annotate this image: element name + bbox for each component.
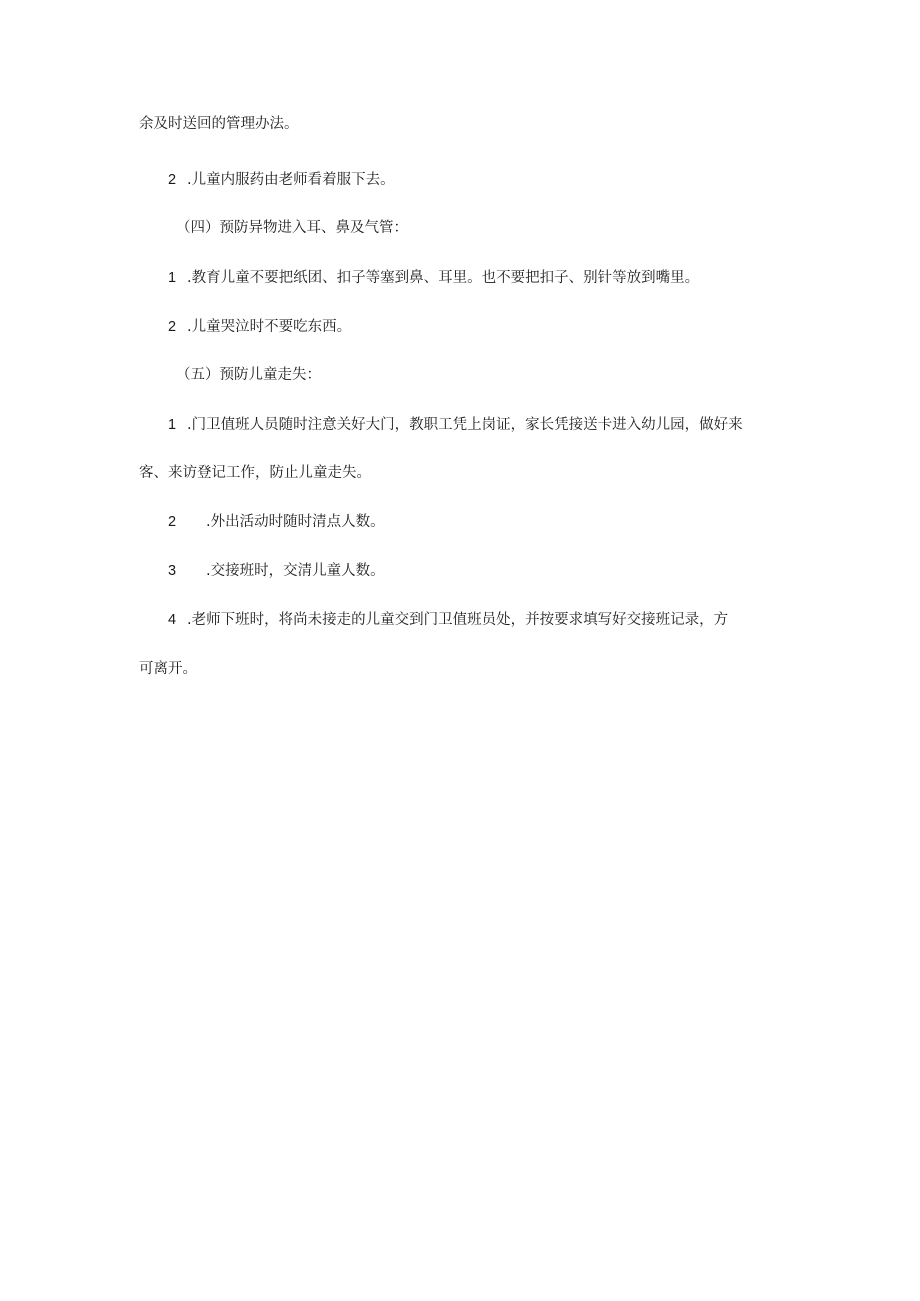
text-line: 余及时送回的管理办法。 bbox=[139, 116, 299, 132]
text-line: .门卫值班人员随时注意关好大门，教职工凭上岗证，家长凭接送卡进入幼儿园，做好来 bbox=[187, 417, 743, 433]
text-line: .老师下班时，将尚未接走的儿童交到门卫值班员处，并按要求填写好交接班记录，方 bbox=[187, 612, 729, 628]
list-number: 2 bbox=[168, 172, 177, 188]
list-number: 1 bbox=[168, 417, 177, 433]
text-line: .儿童哭泣时不要吃东西。 bbox=[187, 319, 352, 335]
text-line: .外出活动时随时清点人数。 bbox=[206, 514, 385, 530]
section-heading: （五）预防儿童走失： bbox=[176, 367, 321, 383]
text-line: .教育儿童不要把纸团、扣子等塞到鼻、耳里。也不要把扣子、别针等放到嘴里。 bbox=[187, 270, 700, 286]
list-number: 4 bbox=[168, 612, 177, 628]
list-number: 2 bbox=[168, 319, 177, 335]
text-line: .交接班时，交清儿童人数。 bbox=[206, 563, 385, 579]
list-number: 1 bbox=[168, 270, 177, 286]
text-line: 可离开。 bbox=[139, 661, 197, 677]
list-number: 2 bbox=[168, 514, 177, 530]
text-line: 客、来访登记工作，防止儿童走失。 bbox=[139, 465, 371, 481]
section-heading: （四）预防异物进入耳、鼻及气管： bbox=[176, 220, 408, 236]
list-number: 3 bbox=[168, 563, 177, 579]
text-line: .儿童内服药由老师看着服下去。 bbox=[187, 172, 395, 188]
